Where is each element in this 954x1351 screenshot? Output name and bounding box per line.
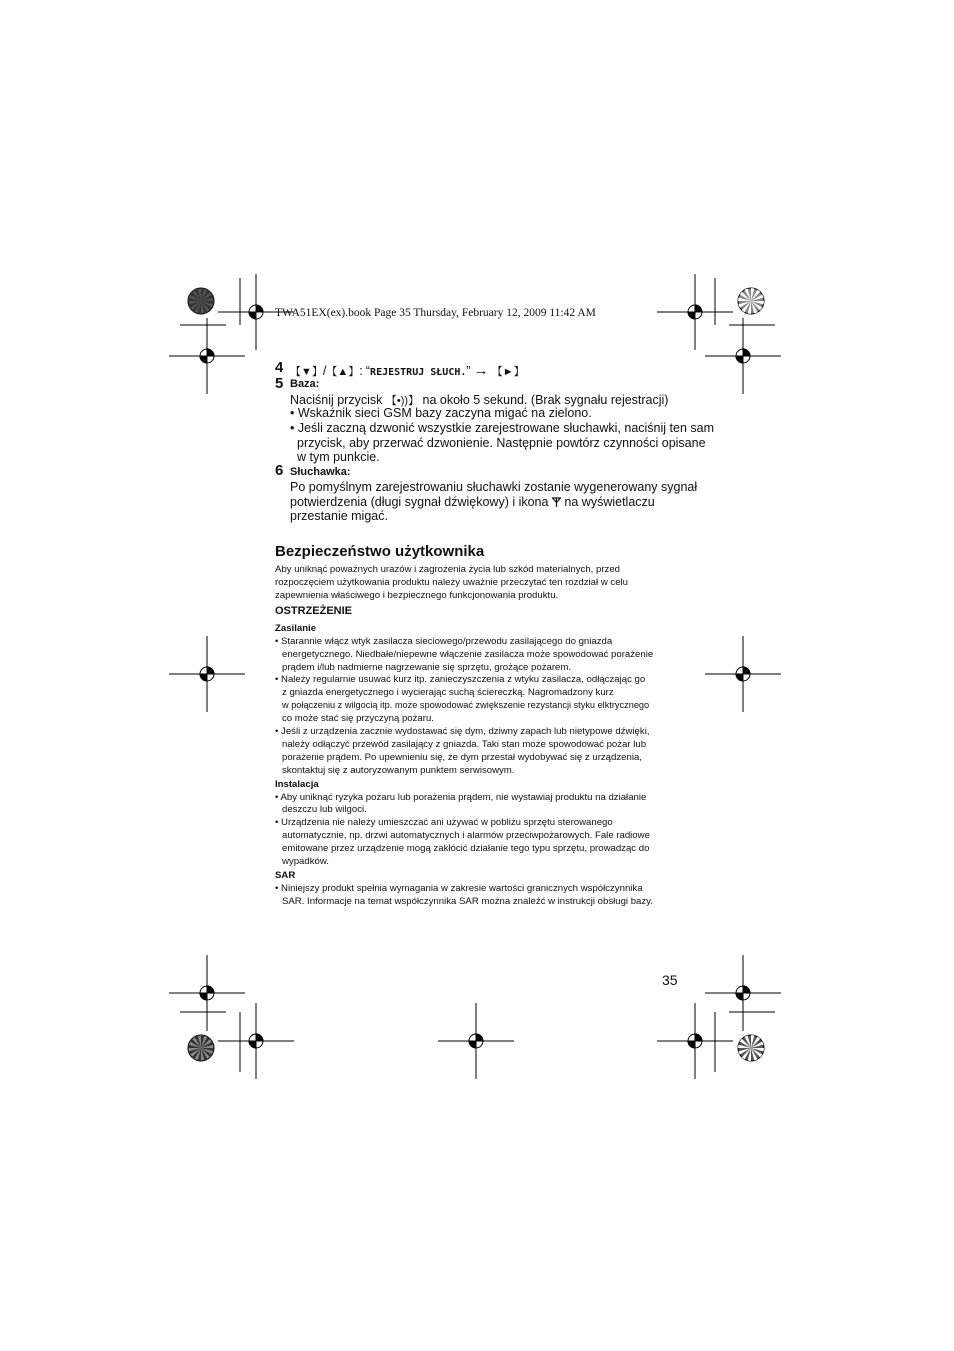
warning-heading: OSTRZEŻENIE: [275, 605, 353, 617]
step-6-text-end: na wyświetlaczu: [560, 495, 655, 509]
step-6-line-1: Po pomyślnym zarejestrowaniu słuchawki zostanie wygenerowany sygnał: [290, 480, 698, 494]
intro-line-3: zapewnienia właściwego i bezpiecznego funkcjonowania produktu.: [275, 590, 559, 601]
right-key: 【►】: [491, 366, 525, 378]
registration-target: [657, 1003, 733, 1079]
zasilanie-line: • Jeśli z urządzenia zacznie wydostawać się dym, dziwny zapach lub nietypowe dźwięki,: [275, 726, 650, 737]
star-target: [188, 288, 214, 314]
instalacja-line: • Aby uniknąć ryzyka pożaru lub porażenia prądem, nie wystawiaj produktu na działanie: [275, 792, 647, 803]
ringer-key-icon: 【•))】: [385, 395, 420, 407]
zasilanie-line: z gniazda energetycznego i wycierając suchą ściereczką. Nagromadzony kurz: [282, 687, 614, 698]
instalacja-heading: Instalacja: [275, 779, 319, 790]
instalacja-line: • Urządzenia nie należy umieszczać ani używać w pobliżu sprzętu sterowanego: [275, 817, 613, 828]
step-4-colon: :: [359, 364, 363, 378]
section-title: Bezpieczeństwo użytkownika: [275, 543, 485, 560]
registration-target: [438, 1003, 514, 1079]
zasilanie-line: • Należy regularnie usuwać kurz itp. zanieczyszczenia z wtyku zasilacza, odłączając go: [275, 674, 646, 685]
zasilanie-heading: Zasilanie: [275, 623, 317, 634]
quote-open: “: [365, 364, 371, 378]
instalacja-line: emitowane przez urządzenie mogą zakłócić działanie tego typu sprzętu, prowadząc do: [282, 843, 650, 854]
step-5-bullet-1: • Wskaźnik sieci GSM bazy zaczyna migać na zielono.: [290, 406, 592, 420]
step-6-text: potwierdzenia (długi sygnał dźwiękowy) i ikona: [290, 495, 552, 509]
step-6-line-2: [290, 495, 655, 509]
registration-target: [657, 274, 733, 350]
zasilanie-line: co może stać się przyczyną pożaru.: [282, 713, 434, 724]
step-5-bullet-2-line-2: przycisk, aby przerwać dzwonienie. Następnie powtórz czynności opisane: [297, 436, 706, 450]
step-4-number: 4: [275, 359, 284, 376]
antenna-icon: [552, 497, 561, 507]
page-header: TWA51EX(ex).book Page 35 Thursday, February 12, 2009 11:42 AM: [275, 307, 596, 319]
step-5-text-end: na około 5 sekund. (Brak sygnału rejestracji): [419, 393, 669, 407]
intro-line-1: Aby uniknąć poważnych urazów i zagrożenia życia lub szkód materialnych, przed: [275, 564, 621, 575]
registration-target: [169, 955, 245, 1031]
step-6-line-3: przestanie migać.: [290, 509, 388, 523]
menu-item-text: REJESTRUJ SŁUCH.: [370, 367, 467, 378]
registration-target: [218, 1003, 294, 1079]
page-number: 35: [662, 972, 678, 988]
step-5-bullet-2-line-3: w tym punkcie.: [297, 450, 380, 464]
step-5-bullet-2-line-1: • Jeśli zaczną dzwonić wszystkie zarejestrowane słuchawki, naciśnij ten sam: [290, 421, 714, 435]
instalacja-line: wypadków.: [282, 856, 329, 867]
zasilanie-line: porażenie prądem. Po upewnieniu się, że dym przestał wydobywać się z urządzenia,: [282, 752, 642, 763]
step-5-heading: Baza:: [290, 378, 320, 390]
star-target: [738, 1035, 764, 1061]
step-6-number: 6: [275, 462, 284, 479]
registration-target: [705, 318, 781, 394]
zasilanie-line: prądem i/lub nadmierne nagrzewanie się sprzętu, grożące pożarem.: [282, 662, 572, 673]
step-5-number: 5: [275, 375, 284, 392]
key-separator: /: [322, 364, 327, 378]
arrow-icon: →: [473, 362, 489, 379]
sar-heading: SAR: [275, 870, 296, 881]
registration-target: [169, 636, 245, 712]
intro-line-2: rozpoczęciem użytkowania produktu należy uważnie przeczytać ten rozdział w celu: [275, 577, 629, 588]
star-target: [738, 288, 764, 314]
registration-target: [705, 636, 781, 712]
zasilanie-line: skontaktuj się z autoryzowanym punktem serwisowym.: [282, 765, 515, 776]
down-key: 【▼】: [290, 366, 323, 378]
step-4-line: [290, 362, 525, 379]
instalacja-line: automatycznie, np. drzwi automatycznych i alarmów przeciwpożarowych. Fale radiowe: [282, 830, 650, 841]
zasilanie-line: • Starannie włącz wtyk zasilacza sieciowego/przewodu zasilającego do gniazda: [275, 636, 613, 647]
step-6-heading: Słuchawka:: [290, 466, 351, 478]
up-key: 【▲】: [326, 366, 360, 378]
instalacja-line: deszczu lub wilgoci.: [282, 804, 367, 815]
zasilanie-line: należy odłączyć przewód zasilający z gniazda. Taki stan może spowodować pożar lub: [282, 739, 647, 750]
zasilanie-line: w połączeniu z wilgocią itp. może spowodować zwiększenie rezystancji styku elktrycznego: [282, 700, 650, 710]
sar-line: SAR. Informacje na temat współczynnika SAR można znaleźć w instrukcji obsługi bazy.: [282, 896, 653, 907]
star-target: [188, 1035, 214, 1061]
registration-target: [705, 955, 781, 1031]
quote-close: ”: [466, 364, 471, 378]
registration-target: [169, 318, 245, 394]
sar-line: • Niniejszy produkt spełnia wymagania w zakresie wartości granicznych współczynnika: [275, 883, 643, 894]
step-5-text: Naciśnij przycisk: [290, 393, 386, 407]
zasilanie-line: energetycznego. Niedbałe/niepewne włączenie zasilacza może spowodować porażenie: [282, 649, 654, 660]
